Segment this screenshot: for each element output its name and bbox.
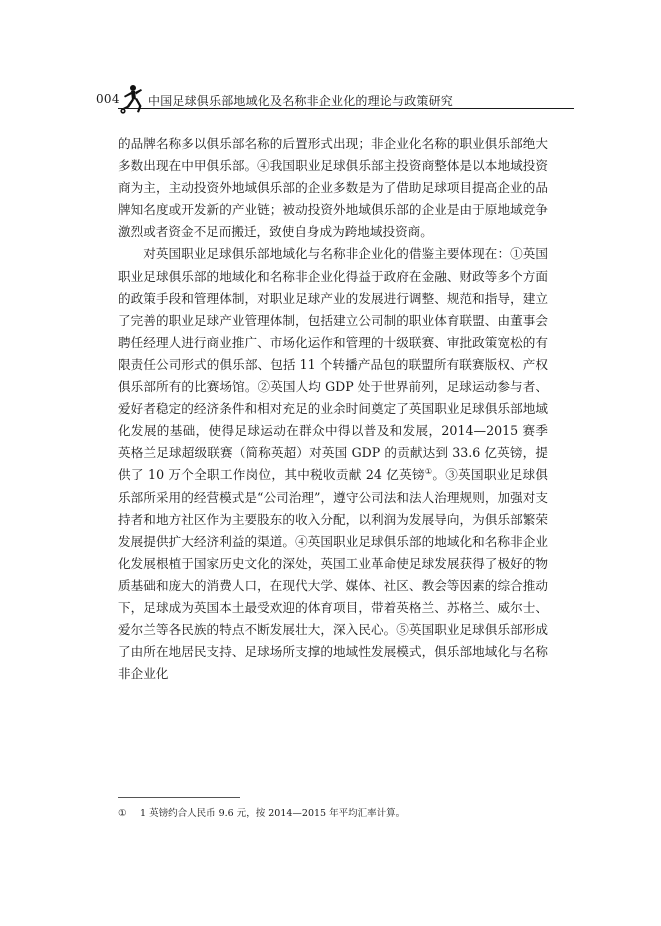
- paragraph-text-part-1: 对英国职业足球俱乐部地域化与名称非企业化的借鉴主要体现在：①英国职业足球俱乐部的地域化和名称非企业化得益于政府在金融、财政等多个方面的政策手段和管理体制，对职业足球产业的发展进行调整、规范和指导，建立了完善的职业足球产业管理体制，包括建立公司制的职业体育联盟、由董事会聘任经理人进行商业推广、市场化运作和管理的十级联赛、审批政策宽松的有限责任公司形式的俱乐部、包括 11 个转播产品包的联盟所有联赛版权、产权俱乐部所有的比赛场馆。②英国人均 GDP 处于世界前列，足球运动参与者、爱好者稳定的经济条件和相对充足的业余时间奠定了英国职业足球俱乐部地域化发展的基础，使得足球运动在群众中得以普及和发展，2014—2015 赛季英格兰足球超级联赛（简称英超）对英国 GDP 的贡献达到 33.6 亿英镑，提供了 10 万个全职工作岗位，其中税收贡献 24 亿英镑: [118, 246, 548, 483]
- footnote-text: 1 英镑约合人民币 9.6 元，按 2014—2015 年平均汇率计算。: [140, 808, 406, 819]
- paragraph-continued: 的品牌名称多以俱乐部名称的后置形式出现；非企业化名称的职业俱乐部绝大多数出现在中甲俱乐部。④我国职业足球俱乐部主投资商整体是以本地域投资商为主，主动投资外地域俱乐部的企业多数是为了借助足球项目提高企业的品牌知名度或开发新的产业链；被动投资外地域俱乐部的企业是由于原地域竞争激烈或者资金不足而搬迁，致使自身成为跨地域投资商。: [118, 136, 548, 240]
- footnote-reference[interactable]: ①: [424, 467, 433, 477]
- page-header: [96, 86, 566, 116]
- header-rule: [118, 108, 574, 109]
- paragraph-text-part-2: 。③英国职业足球俱乐部所采用的经营模式是“公司治理”，遵守公司法和法人治理规则，加强对支持者和地方社区作为主要股东的收入分配，以利润为发展导向，为俱乐部繁荣发展提供扩大经济利益的渠道。④英国职业足球俱乐部的地域化和名称非企业化发展根植于国家历史文化的深处，英国工业革命使足球发展获得了极好的物质基础和庞大的消费人口，在现代大学、媒体、社区、教会等因素的综合推动下，足球成为英国本土最受欢迎的体育项目，带着英格兰、苏格兰、威尔士、爱尔兰等各民族的特点不断发展壮大，深入民心。⑤英国职业足球俱乐部形成了由所在地居民支持、足球场所支撑的地域性发展模式，俱乐部地域化与名称非企业化: [118, 467, 548, 682]
- paragraph-uk-lessons: [118, 243, 548, 685]
- running-title: 中国足球俱乐部地域化及名称非企业化的理论与政策研究: [148, 94, 454, 108]
- body-text: [118, 133, 548, 685]
- page-number: 004: [96, 92, 120, 106]
- footnote-mark: ①: [118, 808, 127, 819]
- footnote-divider: [118, 797, 240, 798]
- soccer-player-icon: [118, 84, 146, 114]
- footnote: [118, 807, 548, 821]
